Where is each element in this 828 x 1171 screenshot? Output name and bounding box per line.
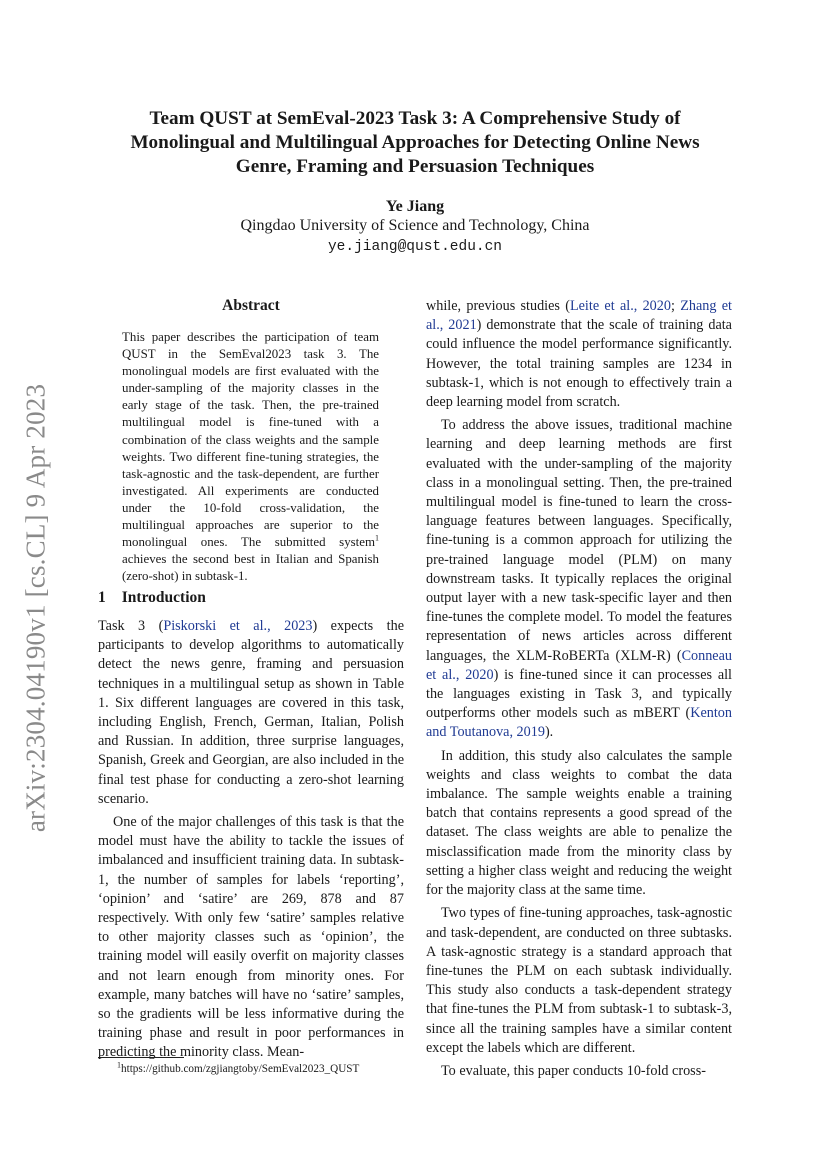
text: ; — [670, 298, 681, 314]
text: while, previous studies ( — [426, 298, 570, 314]
arxiv-identifier: arXiv:2304.04190v1 [cs.CL] 9 Apr 2023 — [20, 383, 51, 833]
author-affiliation: Qingdao University of Science and Technology, China — [240, 217, 590, 234]
citation-link[interactable]: Zhang et al., 2021 — [426, 298, 733, 334]
section-number: 1 — [98, 589, 106, 606]
paragraph — [98, 617, 404, 809]
title-line-1: Team QUST at SemEval-2023 Task 3: A Comprehensive Study of — [149, 108, 681, 129]
text: ) demonstrate that the scale of training data could influence the model performance significantly. However, the total training samples are 1234 in subtask-1, which is not enough to effectively train a deep learning model from scratch. — [426, 317, 732, 411]
paragraph: Two types of fine-tuning approaches, task-agnostic and task-dependent, are conducted on three subtasks. A task-agnostic strategy is a standard approach that fine-tunes the PLM on each subtask individually. This study also conducts a task-dependent strategy that fine-tunes the PLM from subtask-1 to subtask-3, since all the training samples have a similar content except the labels which are different. — [426, 905, 732, 1056]
abstract-body — [122, 329, 379, 585]
paragraph: One of the major challenges of this task is that the model must have the ability to tackle the issues of imbalanced and insufficient training data. In subtask-1, the number of samples for labels ‘reporting’, ‘opinion’ and ‘satire’ are 269, 878 and 87 respectively. With only few ‘satire’ samples relative to other majority classes such as ‘opinion’, the training model will easily overfit on majority classes and not learn enough from minority ones. For example, many batches will have no ‘satire’ samples, so the gradients will be less informative during the training phase and result in poor performances in predicting the minority class. Mean- — [98, 814, 404, 1061]
author-name: Ye Jiang — [385, 198, 445, 215]
abstract-text: This paper describes the participation of team QUST in the SemEval2023 task 3. The monolingual models are first evaluated with the under-sampling of the majority classes in the early stage of the task. Then, the pre-trained multilingual model is fine-tuned with a combination of the class weights and the sample weights. Two different fine-tuning strategies, the task-agnostic and the task-dependent, are further investigated. All experiments are conducted under the 10-fold cross-validation, the multilingual approaches are superior to the monolingual ones. The submitted system — [122, 330, 379, 550]
title-line-3: Genre, Framing and Persuasion Techniques — [235, 156, 595, 177]
footnote-rule — [98, 1057, 184, 1058]
paragraph — [426, 416, 732, 742]
footnote-number: 1 — [117, 1060, 121, 1070]
paper-title — [95, 107, 735, 179]
citation-link[interactable]: Kenton and Toutanova, 2019 — [426, 705, 732, 741]
citation-link[interactable]: Piskorski et al., 2023 — [163, 618, 313, 634]
arxiv-sidebar — [14, 372, 58, 844]
footnote-url[interactable]: https://github.com/zgjiangtoby/SemEval2023_QUST — [121, 1063, 360, 1075]
text: Task 3 ( — [98, 618, 164, 634]
text: ). — [544, 724, 554, 741]
abstract-heading: Abstract — [222, 297, 280, 314]
text: To address the above issues, traditional machine learning and deep learning methods are first evaluated with the under-sampling of the majority class in a monolingual setting. Then, the pre-trained multilingual model is fine-tuned to learn the cross-language features between languages. Specifically, fine-tuning is a common approach for utilizing the pre-trained language model (PLM) on many downstream tasks. It typically replaces the original output layer with a new task-specific layer and then fine-tunes the complete model. To model the features representation of news articles across different languages, the XLM-RoBERTa (XLM-R) ( — [426, 417, 732, 664]
citation-link[interactable]: Leite et al., 2020 — [569, 298, 671, 314]
abstract-text-end: achieves the second best in Italian and Spanish (zero-shot) in subtask-1. — [122, 552, 379, 584]
paragraph: In addition, this study also calculates the sample weights and class weights to combat the data imbalance. The sample weights enable a training batch that contains represents a good spread of the dataset. The class weights are able to penalize the misclassification made from the minority class by setting a higher class weight and reducing the weight for the majority class at the same time. — [426, 747, 732, 899]
citation-link[interactable]: Conneau et al., 2020 — [426, 647, 732, 683]
title-line-2: Monolingual and Multilingual Approaches for Detecting Online News — [130, 132, 700, 153]
text: ) expects the participants to develop algorithms to automatically detect the news genre, framing and persuasion techniques in a multilingual setup as shown in Table 1. Six different languages are covered in this task, including English, French, German, Italian, Polish and Russian. In addition, three surprise languages, Spanish, Greek and Georgian, are also included in the final test phase for conducting a zero-shot learning scenario. — [98, 618, 404, 807]
footnote — [117, 1062, 359, 1076]
section-title: Introduction — [121, 589, 206, 606]
text: ) is fine-tuned since it can processes all the languages existing in Task 3, and typically outperforms other models such as mBERT ( — [426, 666, 733, 722]
section-heading-introduction — [98, 589, 206, 607]
paragraph — [426, 297, 732, 412]
author-email: ye.jiang@qust.edu.cn — [327, 239, 503, 255]
footnote-marker[interactable]: 1 — [375, 533, 379, 543]
paragraph: To evaluate, this paper conducts 10-fold cross- — [441, 1062, 706, 1079]
right-column — [426, 297, 732, 1081]
left-column — [98, 617, 404, 1063]
